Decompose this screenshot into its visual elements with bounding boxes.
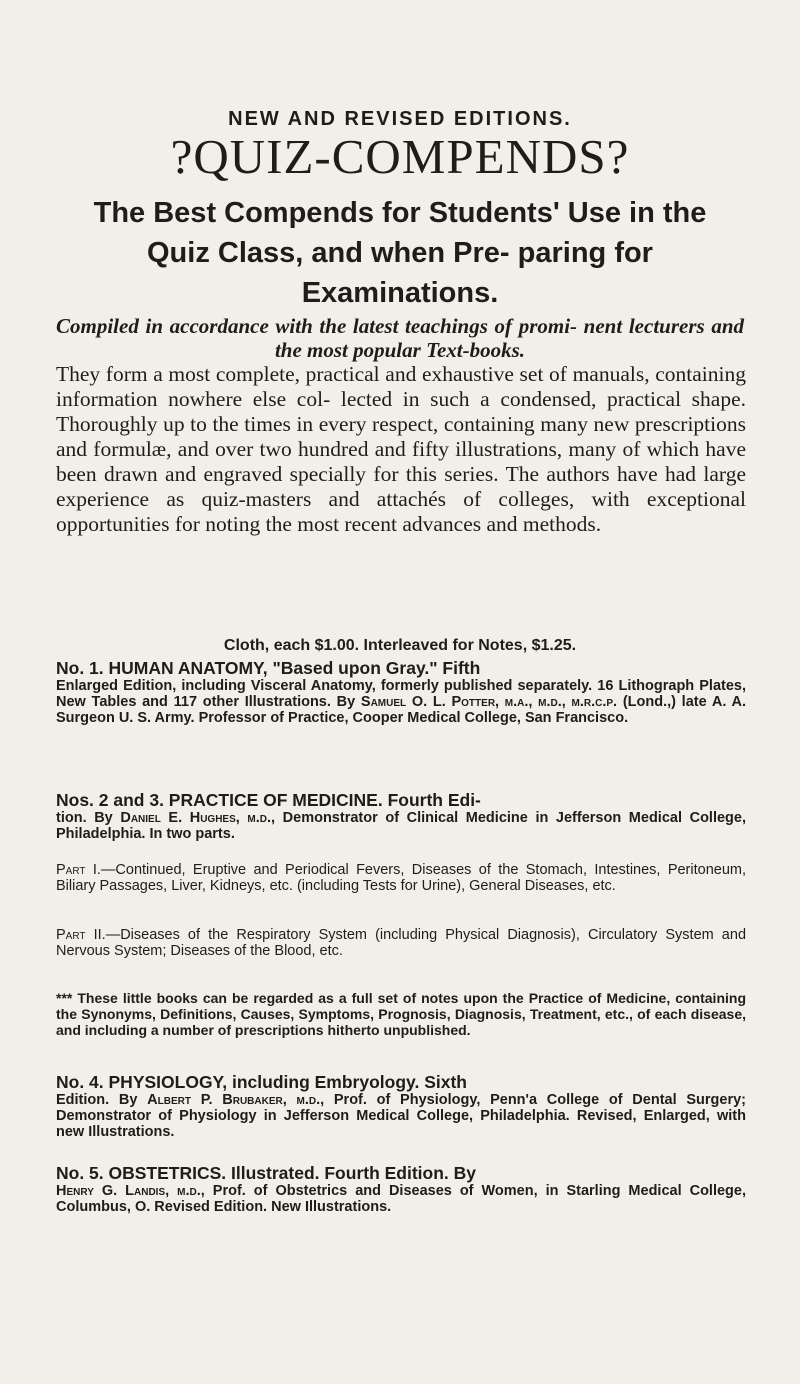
practice-part-two bbox=[56, 927, 746, 959]
entry-tail: Prof. of Obstetrics and Diseases of Women, in Starling Medical College, Columbus, O. Revised Edition. New Illustrations. bbox=[56, 1183, 747, 1215]
book-entry-obstetrics bbox=[56, 1164, 746, 1215]
compiled-note: Compiled in accordance with the latest teachings of promi- nent lecturers and the most popular Text-books. bbox=[56, 314, 744, 362]
entry-tail: Prof. of Physiology, Penn'a College of Dental Surgery; Demonstrator of Physiology in Jefferson Medical College, Philadelphia. Revised, Enlarged, with new Illustrations. bbox=[56, 1092, 746, 1140]
entry-body: Enlarged Edition, including Visceral Anatomy, formerly published separately. 16 Lithograph Plates, New Tables and 117 other Illustrations. By bbox=[56, 678, 746, 710]
entry-author: Albert P. Brubaker, m.d., bbox=[147, 1092, 325, 1108]
entry-heading: No. 5. OBSTETRICS. Illustrated. Fourth Edition. By bbox=[56, 1163, 477, 1183]
book-entry-anatomy bbox=[56, 659, 746, 726]
entry-author: Samuel O. L. Potter, m.a., m.d., m.r.c.p. bbox=[360, 694, 618, 710]
entry-heading: Nos. 2 and 3. PRACTICE OF MEDICINE. Fourth Edi- bbox=[56, 790, 481, 810]
editions-kicker: NEW AND REVISED EDITIONS. bbox=[228, 108, 572, 130]
entry-body: Edition. By bbox=[56, 1092, 138, 1108]
subtitle: The Best Compends for Students' Use in the Quiz Class, and when Pre- paring for Examinations. bbox=[93, 197, 707, 309]
part-text: —Continued, Eruptive and Periodical Fevers, Diseases of the Stomach, Intestines, Peritoneum, Biliary Passages, Liver, Kidneys, etc. (including Tests for Urine), General Diseases, etc. bbox=[56, 862, 746, 894]
entry-heading: No. 1. HUMAN ANATOMY, "Based upon Gray." Fifth bbox=[56, 658, 481, 678]
book-entry-practice bbox=[56, 791, 746, 842]
page-title: ?QUIZ-COMPENDS? bbox=[170, 129, 630, 184]
price-line: Cloth, each $1.00. Interleaved for Notes, $1.25. bbox=[223, 637, 577, 654]
entry-author: Daniel E. Hughes, m.d., bbox=[120, 810, 276, 826]
book-entry-physiology bbox=[56, 1073, 746, 1140]
entry-heading: No. 4. PHYSIOLOGY, including Embryology. Sixth bbox=[56, 1072, 467, 1092]
part-label: Part I. bbox=[56, 862, 101, 878]
intro-paragraph: They form a most complete, practical and exhaustive set of manuals, containing information nowhere else col- lected in such a condensed, practical shape. Thoroughly up to the times in every respect, containing many new prescriptions and formulæ, and over two hundred and fifty illustrations, many of which have been drawn and engraved specially for this series. The authors have had large experience as quiz-masters and attachés of colleges, with exceptional opportunities for noting the most recent advances and methods. bbox=[56, 362, 746, 536]
entry-author: Henry G. Landis, m.d., bbox=[56, 1183, 205, 1199]
entry-body: tion. By bbox=[56, 810, 113, 826]
part-text: —Diseases of the Respiratory System (including Physical Diagnosis), Circulatory System and Nervous System; Diseases of the Blood, etc. bbox=[56, 927, 747, 959]
practice-part-one bbox=[56, 862, 746, 894]
part-label: Part II. bbox=[56, 927, 106, 943]
entry-tail: (Lond.,) late A. A. Surgeon U. S. Army. Professor of Practice, Cooper Medical College, San Francisco. bbox=[56, 694, 747, 726]
practice-footnote: *** These little books can be regarded as a full set of notes upon the Practice of Medicine, containing the Synonyms, Definitions, Causes, Symptoms, Prognosis, Diagnosis, Treatment, etc., of each disease, and including a number of prescriptions hitherto unpublished. bbox=[56, 990, 746, 1038]
entry-tail: Demonstrator of Clinical Medicine in Jefferson Medical College, Philadelphia. In two parts. bbox=[56, 810, 746, 842]
